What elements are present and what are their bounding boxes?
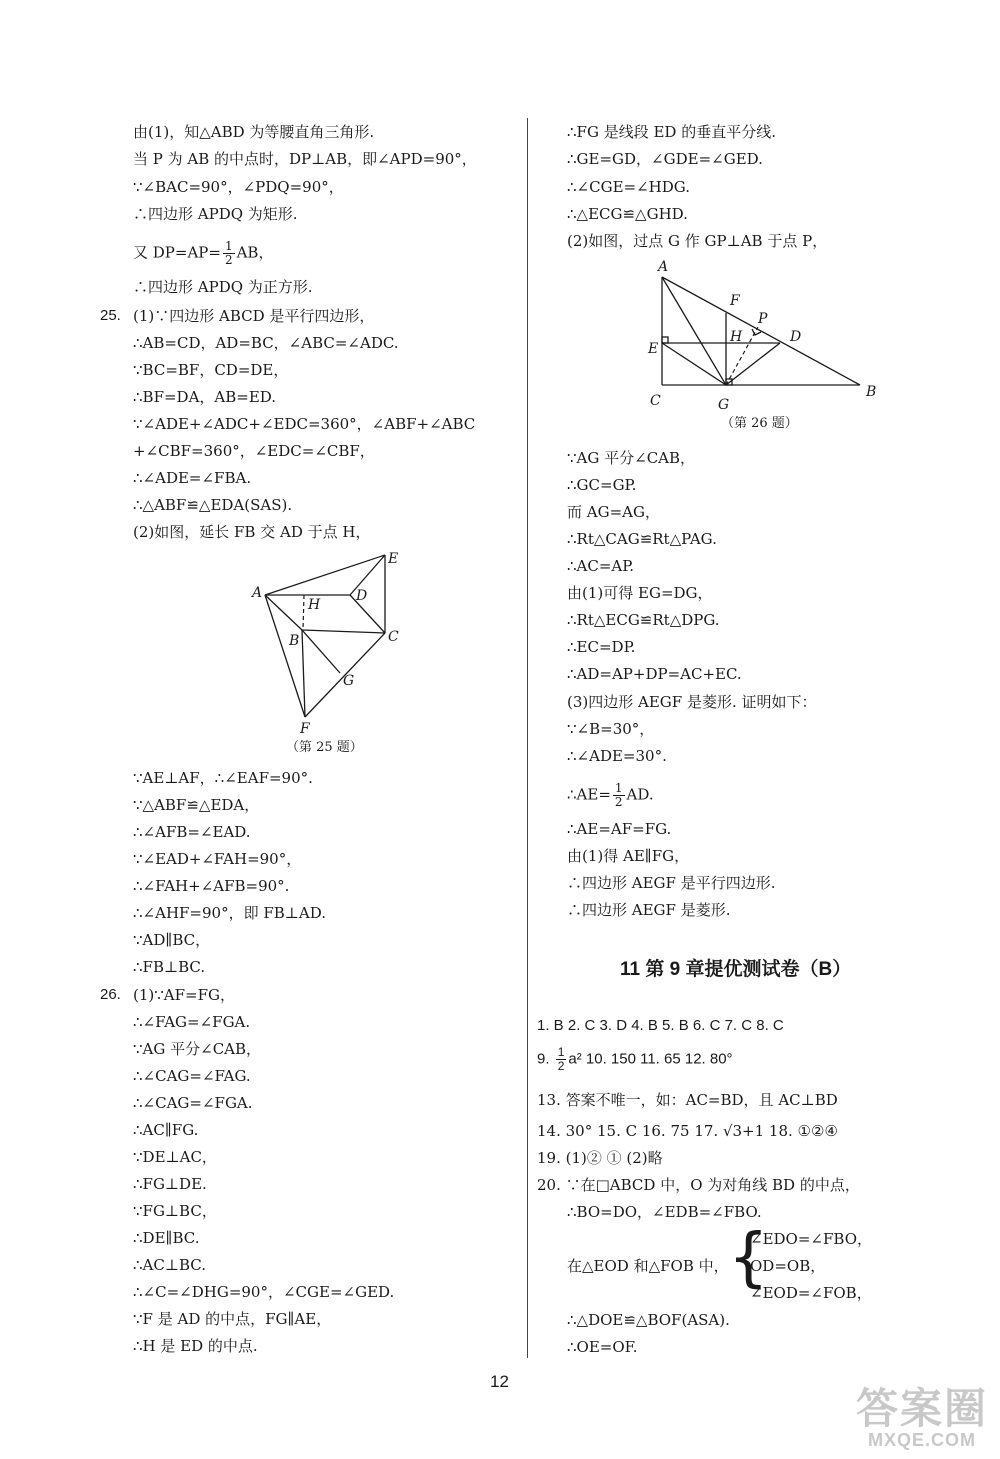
text-line: ∴∠CAG=∠FAG. [133,1067,251,1085]
text-line: (1)∵AF=FG， [133,986,235,1004]
label-H: H [730,329,743,345]
text-line: ∴BF=DA，AB=ED. [133,388,277,406]
text-line: 当 P 为 AB 的中点时，DP⊥AB，即∠APD=90°， [133,150,477,168]
answer-line-fraction [537,1046,733,1073]
figure-caption: （第 25 题） [286,740,363,755]
text-span: 又 DP=AP= [133,243,221,262]
watermark-url: MXQE.COM [867,1430,976,1450]
text-line: ∵DE⊥AC， [133,1148,217,1166]
text-line: 由(1)，知△ABD 为等腰直角三角形. [133,123,375,141]
text-line: ∴AC=AP. [567,557,635,575]
figure-25 [240,545,420,740]
numerator: 1 [614,781,623,795]
label-E: E [388,551,399,567]
text-span: 9. [537,1050,550,1068]
text-line: ∵AG 平分∠CAB， [567,449,696,467]
text-line: ∴GC=GP. [567,476,637,494]
text-line: ∴△DOE≌△BOF(ASA). [567,1311,730,1329]
text-span: ∴AE= [567,785,611,804]
label-A: A [252,585,263,601]
text-line: ∵AE⊥AF，∴∠EAF=90°. [133,769,313,787]
text-span: AD. [626,785,654,804]
text-line: ∵FG⊥BC， [133,1202,217,1220]
text-line: ∴Rt△CAG≌Rt△PAG. [567,530,717,548]
text-line: ∴Rt△ECG≌Rt△DPG. [567,611,720,629]
text-span: AB， [236,243,274,262]
text-line: ∵△ABF≌△EDA， [133,796,260,814]
text-line: (2)如图，过点 G 作 GP⊥AB 于点 P， [567,232,828,250]
text-line: ∴∠ADE=∠FBA. [133,469,252,487]
label-D: D [356,588,368,604]
column-divider [527,118,528,1358]
section-title: 11 第 9 章提优测试卷（B） [620,959,852,980]
dashed-line [303,595,304,630]
watermark-logo [856,1387,988,1449]
label-B: B [289,633,300,649]
text-line-fraction [567,782,654,809]
label-A: A [658,259,669,275]
text-line: 而 AG=AG， [567,503,660,521]
question-number: 25. [100,307,121,324]
question-number: 26. [100,986,121,1003]
text-line: ∴四边形 APDQ 为矩形. [133,205,298,223]
text-line: ∴四边形 AEGF 是平行四边形. [567,874,776,892]
denominator: 2 [614,795,623,809]
text-line: ∴四边形 AEGF 是菱形. [567,901,731,919]
numerator: 1 [224,239,233,253]
label-C: C [650,393,661,409]
text-line: ∴∠C=∠DHG=90°，∠CGE=∠GED. [133,1283,395,1301]
text-span: a² 10. 150 11. 65 12. 80° [568,1050,733,1068]
text-line: ∴H 是 ED 的中点. [133,1337,258,1355]
fraction [556,1046,567,1073]
text-line: (1)∵四边形 ABCD 是平行四边形， [133,307,375,325]
label-G: G [718,397,730,413]
text-line: ∴OE=OF. [567,1338,638,1356]
text-line: ∵AG 平分∠CAB， [133,1040,262,1058]
text-line: ∴FB⊥BC. [133,958,206,976]
text-line: 由(1)可得 EG=DG， [567,584,713,602]
text-line: ∴∠AFB=∠EAD. [133,823,251,841]
text-line: 在△EOD 和△FOB 中， [567,1257,729,1275]
text-line: ∵F 是 AD 的中点，FG∥AE， [133,1310,332,1328]
text-line: ∴AB=CD，AD=BC，∠ABC=∠ADC. [133,334,399,352]
numerator: 1 [557,1045,565,1059]
text-line: ∴△ECG≌△GHD. [567,205,688,223]
left-brace: { [728,1221,769,1295]
page-number: 12 [490,1372,509,1391]
text-line: ∴AE=AF=FG. [567,820,672,838]
text-line: ∵∠ADE+∠ADC+∠EDC=360°，∠ABF+∠ABC [133,415,476,433]
text-line: ∴∠FAG=∠FGA. [133,1013,251,1031]
text-line: ∴四边形 APDQ 为正方形. [133,278,313,296]
text-line: ∴GE=GD，∠GDE=∠GED. [567,150,763,168]
label-D: D [790,329,802,345]
label-F: F [300,721,310,737]
text-line: ∵BC=BF，CD=DE， [133,361,289,379]
text-line-fraction [133,240,273,267]
label-C: C [388,629,399,645]
text-line: 由(1)得 AE∥FG， [567,847,690,865]
answer-line: 13. 答案不唯一，如：AC=BD，且 AC⊥BD [537,1091,838,1109]
text-line: ∴EC=DP. [567,638,636,656]
text-line: ∴∠CAG=∠FGA. [133,1094,253,1112]
text-line: ∴∠ADE=30°. [567,747,667,765]
system-line: OD=OB， [750,1257,826,1275]
text-line: ∵AD∥BC， [133,931,211,949]
answer-line: 1. B 2. C 3. D 4. B 5. B 6. C 7. C 8. C [537,1017,784,1034]
denominator: 2 [224,253,233,267]
text-line: ∴∠CGE=∠HDG. [567,178,690,196]
label-P: P [758,311,768,327]
answer-line: 20. ∵在□ABCD 中，O 为对角线 BD 的中点， [537,1176,860,1194]
text-line: +∠CBF=360°，∠EDC=∠CBF， [133,442,375,460]
system-line: ∠EDO=∠FBO， [750,1230,872,1248]
answer-line: 14. 30° 15. C 16. 75 17. √3+1 18. ①②④ [537,1122,838,1140]
text-line: ∴△ABF≌△EDA(SAS). [133,496,293,514]
figure-caption: （第 26 题） [721,416,798,431]
label-G: G [343,673,355,689]
label-H: H [308,597,321,613]
text-line: ∴∠FAH+∠AFB=90°. [133,877,290,895]
answer-line: 19. (1)② ① (2)略 [537,1149,663,1167]
text-line: ∵∠BAC=90°，∠PDQ=90°， [133,178,344,196]
label-E: E [648,341,659,357]
text-line: (3)四边形 AEGF 是菱形. 证明如下： [567,693,817,711]
denominator: 2 [557,1059,565,1073]
label-B: B [866,384,877,400]
fraction [613,782,625,809]
figure-26 [640,255,885,415]
text-line: ∴∠AHF=90°，即 FB⊥AD. [133,904,326,922]
text-line: ∴BO=DO，∠EDB=∠FBO. [567,1203,762,1221]
text-line: ∴FG 是线段 ED 的垂直平分线. [567,123,776,141]
text-line: ∴DE∥BC. [133,1229,200,1247]
system-line: ∠EOD=∠FOB， [750,1284,872,1302]
text-line: ∴AC∥FG. [133,1121,199,1139]
text-line: ∴FG⊥DE. [133,1175,207,1193]
text-line: ∵∠EAD+∠FAH=90°， [133,850,302,868]
watermark-text: 答案圈 [855,1385,988,1432]
label-F: F [730,293,740,309]
text-line: ∵∠B=30°， [567,720,655,738]
text-line: ∴AD=AP+DP=AC+EC. [567,665,742,683]
text-line: ∴AC⊥BC. [133,1256,206,1274]
fraction [223,240,235,267]
text-line: (2)如图，延长 FB 交 AD 于点 H， [133,523,371,541]
